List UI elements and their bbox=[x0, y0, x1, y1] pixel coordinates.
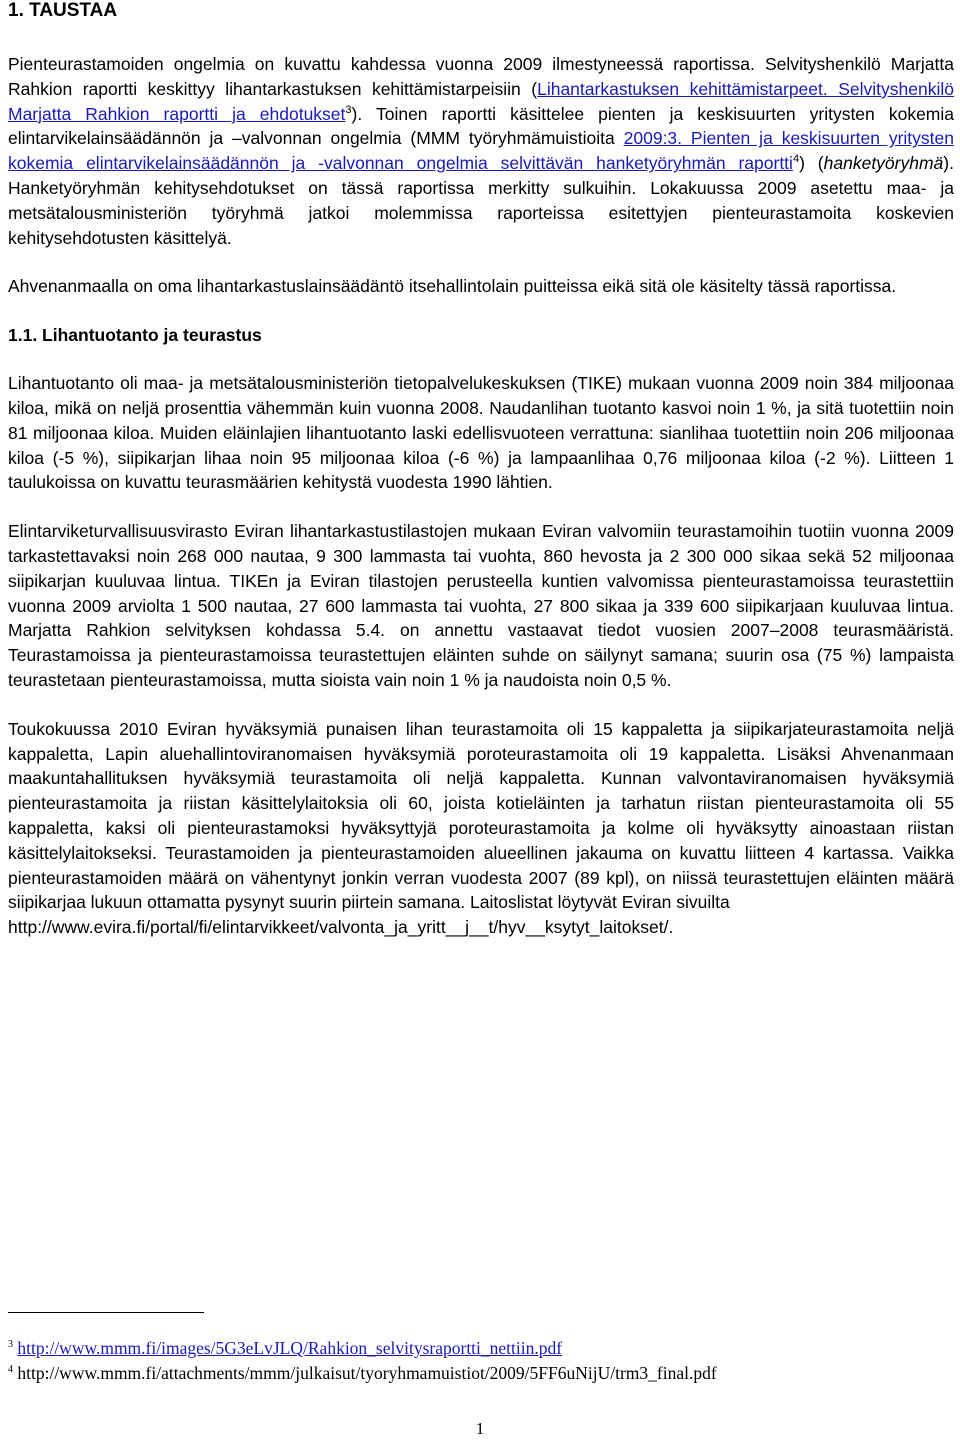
footnote-link[interactable]: http://www.mmm.fi/images/5G3eLvJLQ/Rahkion_selvitysraportti_nettiin.pdf bbox=[17, 1338, 563, 1358]
footnote-url: http://www.mmm.fi/attachments/mmm/julkaisut/tyoryhmamuistiot/2009/5FF6uNijU/trm3_final.pdf bbox=[17, 1362, 717, 1383]
section-heading: 1. TAUSTAA bbox=[8, 0, 118, 21]
footnote-3 bbox=[8, 1336, 954, 1361]
page-number: 1 bbox=[475, 1419, 485, 1438]
document-page bbox=[8, 0, 954, 964]
paragraph-text: Pienteurastamoiden ongelmia on kuvattu kahdessa vuonna 2009 ilmestyneessä raportissa. Selvityshenkilö Marjatta Rahkion raportti keskittyy lihantarkastuksen kehittämistarpeisiin ( bbox=[8, 54, 954, 99]
footnote-number: 3 bbox=[8, 1339, 13, 1351]
paragraph-text: Toukokuussa 2010 Eviran hyväksymiä punaisen lihan teurastamoita oli 15 kappaletta ja siipikarjateurastamoita neljä kappaletta, Lapin aluehallintoviranomaisen hyväksymiä poroteurastamoita oli 19 kappaletta. Lisäksi Ahvenanmaan maakuntahallituksen hyväksymiä teurastamoita oli neljä kappaletta. Kunnan valvontaviranomaisen hyväksymiä pienteurastamoita ja riistan käsittelylaitoksia oli 60, joista kotieläinten ja tarhatun riistan pienteurastamoita oli 55 kappaletta, kaksi oli pienteurastamoksi hyväksyttyjä poroteurastamoita ja kolme oli hyväksytty ainoastaan riistan käsittelylaitokseksi. Teurastamoiden ja pienteurastamoiden alueellinen jakauma on kuvattu liitteen 4 kartassa. Vaikka pienteurastamoiden määrä on vähentynyt jonkin verran vuodesta 2007 (89 kpl), on niissä teurastettujen eläinten määrä siipikarjaa lukuun ottamatta pysynyt suurin piirtein samana. Laitoslistat löytyvät Eviran sivuilta bbox=[8, 718, 954, 913]
paragraph-evira-statistics: Elintarviketurvallisuusvirasto Eviran lihantarkastustilastojen mukaan Eviran valvomiin teurastamoihin tuotiin vuonna 2009 tarkastettavaksi noin 268 000 nautaa, 9 300 lammasta tai vuohta, 860 hevosta ja 2 300 000 sikaa sekä 52 miljoonaa siipikarjan kuuluvaa lintua. TIKEn ja Eviran tilastojen perusteella kuntien valvomissa pienteurastamoissa teurastettiin vuonna 2009 arviolta 1 500 nautaa, 27 600 lammasta tai vuohta, 27 800 sikaa ja 339 600 siipikarjaan kuuluvaa lintua. Marjatta Rahkion selvityksen kohdassa 5.4. on annettu vastaavat tiedot vuosien 2007–2008 teurasmääristä. Teurastamoissa ja pienteurastamoissa teurastettujen eläinten suhde on säilynyt samana; suurin osa (75 %) lampaista teurastetaan pienteurastamoissa, mutta sioista vain noin 1 % ja naudoista noin 0,5 %. bbox=[8, 521, 954, 690]
paragraph-meat-production: Lihantuotanto oli maa- ja metsätalousministeriön tietopalvelukeskuksen (TIKE) mukaan vuonna 2009 noin 384 miljoonaa kiloa, mikä on neljä prosenttia vähemmän kuin vuonna 2008. Naudanlihan tuotanto kasvoi noin 1 %, ja sitä tuotettiin noin 81 miljoonaa kiloa. Muiden eläinlajien lihantuotanto laski edellisvuoteen verrattuna: sianlihaa tuotettiin noin 206 miljoonaa kiloa (-5 %), siipikarjan lihaa noin 95 miljoonaa kiloa (-6 %) ja lampaanlihaa 0,76 miljoonaa kiloa (-2 %). Liitteen 1 taulukoissa on kuvattu teurasmäärien kehitystä vuodesta 1990 lähtien. bbox=[8, 373, 954, 493]
paragraph-background bbox=[8, 52, 954, 250]
report-link-rahkio[interactable]: Lihantarkastuksen kehittämistarpeet. Selvityshenkilö Marjatta Rahkion raportti ja ehdotukset bbox=[8, 78, 954, 124]
paragraph-text: ). Toinen raportti käsittelee pienten ja keskisuurten yritysten kokemia elintarvikelainsäädännön ja –valvonnan ongelmia (MMM työryhmämuistioita bbox=[8, 103, 955, 149]
paragraph-ahvenanmaa: Ahvenanmaalla on oma lihantarkastuslainsäädäntö itsehallintolain puitteissa eikä sitä ole käsitelty tässä raportissa. bbox=[8, 276, 897, 297]
footnote-ref-3: 3 bbox=[345, 103, 352, 116]
footnote-4 bbox=[8, 1361, 954, 1386]
subsection-heading: 1.1. Lihantuotanto ja teurastus bbox=[8, 325, 262, 346]
evira-url: http://www.evira.fi/portal/fi/elintarvikkeet/valvonta_ja_yritt__j__t/hyv__ksytyt_laitokset/. bbox=[8, 917, 674, 938]
paragraph-text: ) ( bbox=[799, 153, 824, 174]
footnote-number: 4 bbox=[8, 1363, 13, 1375]
italic-term: hanketyöryhmä bbox=[823, 153, 944, 174]
paragraph-slaughterhouses bbox=[8, 717, 954, 940]
report-link-hanketyoryhma[interactable]: 2009:3. Pienten ja keskisuurten yritysten kokemia elintarvikelainsäädännön ja -valvonnan ongelmia selvittävän hanketyöryhmän raportti bbox=[8, 128, 954, 174]
footnote-divider bbox=[8, 1312, 204, 1313]
footnotes bbox=[8, 1336, 954, 1386]
footnote-ref-4: 4 bbox=[792, 153, 800, 166]
paragraph-text: ). Hanketyöryhmän kehitysehdotukset on tässä raportissa merkitty sulkuihin. Lokakuussa 2009 asetettu maa- ja metsätalousministeriön työryhmä jatkoi molemmissa raporteissa esitettyjen pienteurastamoita koskevien kehitysehdotusten käsittelyä. bbox=[8, 153, 954, 248]
